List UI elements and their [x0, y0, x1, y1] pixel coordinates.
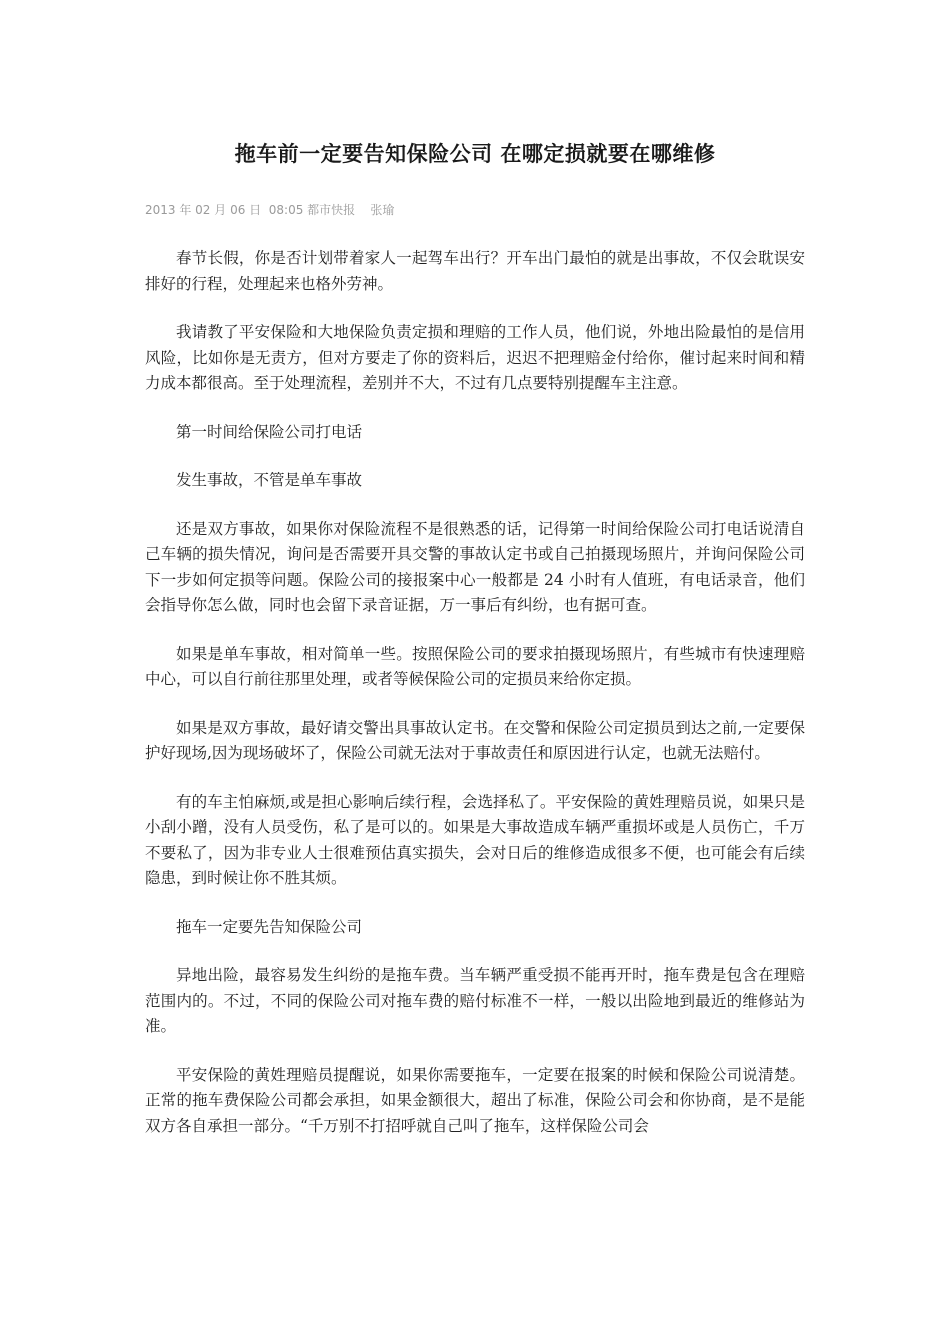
section-heading: 第一时间给保险公司打电话	[176, 422, 363, 441]
paragraph: 春节长假，你是否计划带着家人一起驾车出行？开车出门最怕的就是出事故，不仅会耽误安排好的行程，处理起来也格外劳神。	[145, 249, 805, 293]
paragraph: 如果是单车事故，相对简单一些。按照保险公司的要求拍摄现场照片，有些城市有快速理赔中心，可以自行前往那里处理，或者等候保险公司的定损员来给你定损。	[145, 644, 805, 688]
article-title: 拖车前一定要告知保险公司 在哪定损就要在哪维修	[234, 142, 716, 166]
paragraph: 平安保险的黄姓理赔员提醒说，如果你需要拖车，一定要在报案的时候和保险公司说清楚。正常的拖车费保险公司都会承担，如果金额很大，超出了标准，保险公司会和你协商，是不是能双方各自承担一部分。“千万别不打招呼就自己叫了拖车，这样保险公司会	[145, 1065, 805, 1135]
section-heading: 拖车一定要先告知保险公司	[176, 917, 363, 936]
paragraph: 我请教了平安保险和大地保险负责定损和理赔的工作人员，他们说，外地出险最怕的是信用风险，比如你是无责方，但对方要走了你的资料后，迟迟不把理赔金付给你，催讨起来时间和精力成本都很高。至于处理流程，差别并不大，不过有几点要特别提醒车主注意。	[145, 323, 805, 392]
paragraph: 异地出险，最容易发生纠纷的是拖车费。当车辆严重受损不能再开时，拖车费是包含在理赔范围内的。不过，不同的保险公司对拖车费的赔付标准不一样，一般以出险地到最近的维修站为准。	[145, 966, 805, 1035]
paragraph: 有的车主怕麻烦,或是担心影响后续行程，会选择私了。平安保险的黄姓理赔员说，如果只是小刮小蹭，没有人员受伤，私了是可以的。如果是大事故造成车辆严重损坏或是人员伤亡，千万不要私了，因为非专业人士很难预估真实损失，会对日后的维修造成很多不便，也可能会有后续隐患，到时候让你不胜其烦。	[145, 792, 805, 887]
paragraph: 如果是双方事故，最好请交警出具事故认定书。在交警和保险公司定损员到达之前,一定要保护好现场,因为现场破坏了，保险公司就无法对于事故责任和原因进行认定，也就无法赔付。	[145, 718, 805, 762]
article-meta: 2013 年 02 月 06 日 08:05 都市快报 张瑜	[145, 203, 395, 217]
paragraph: 还是双方事故，如果你对保险流程不是很熟悉的话，记得第一时间给保险公司打电话说清自己车辆的损失情况，询问是否需要开具交警的事故认定书或自己拍摄现场照片，并询问保险公司下一步如何定损等问题。保险公司的接报案中心一般都是 24 小时有人值班，有电话录音，他们会指导你怎么做，同时也会留下录音证据，万一事后有纠纷，也有据可查。	[145, 519, 805, 614]
paragraph: 发生事故，不管是单车事故	[176, 471, 363, 489]
article-body	[145, 246, 805, 1162]
